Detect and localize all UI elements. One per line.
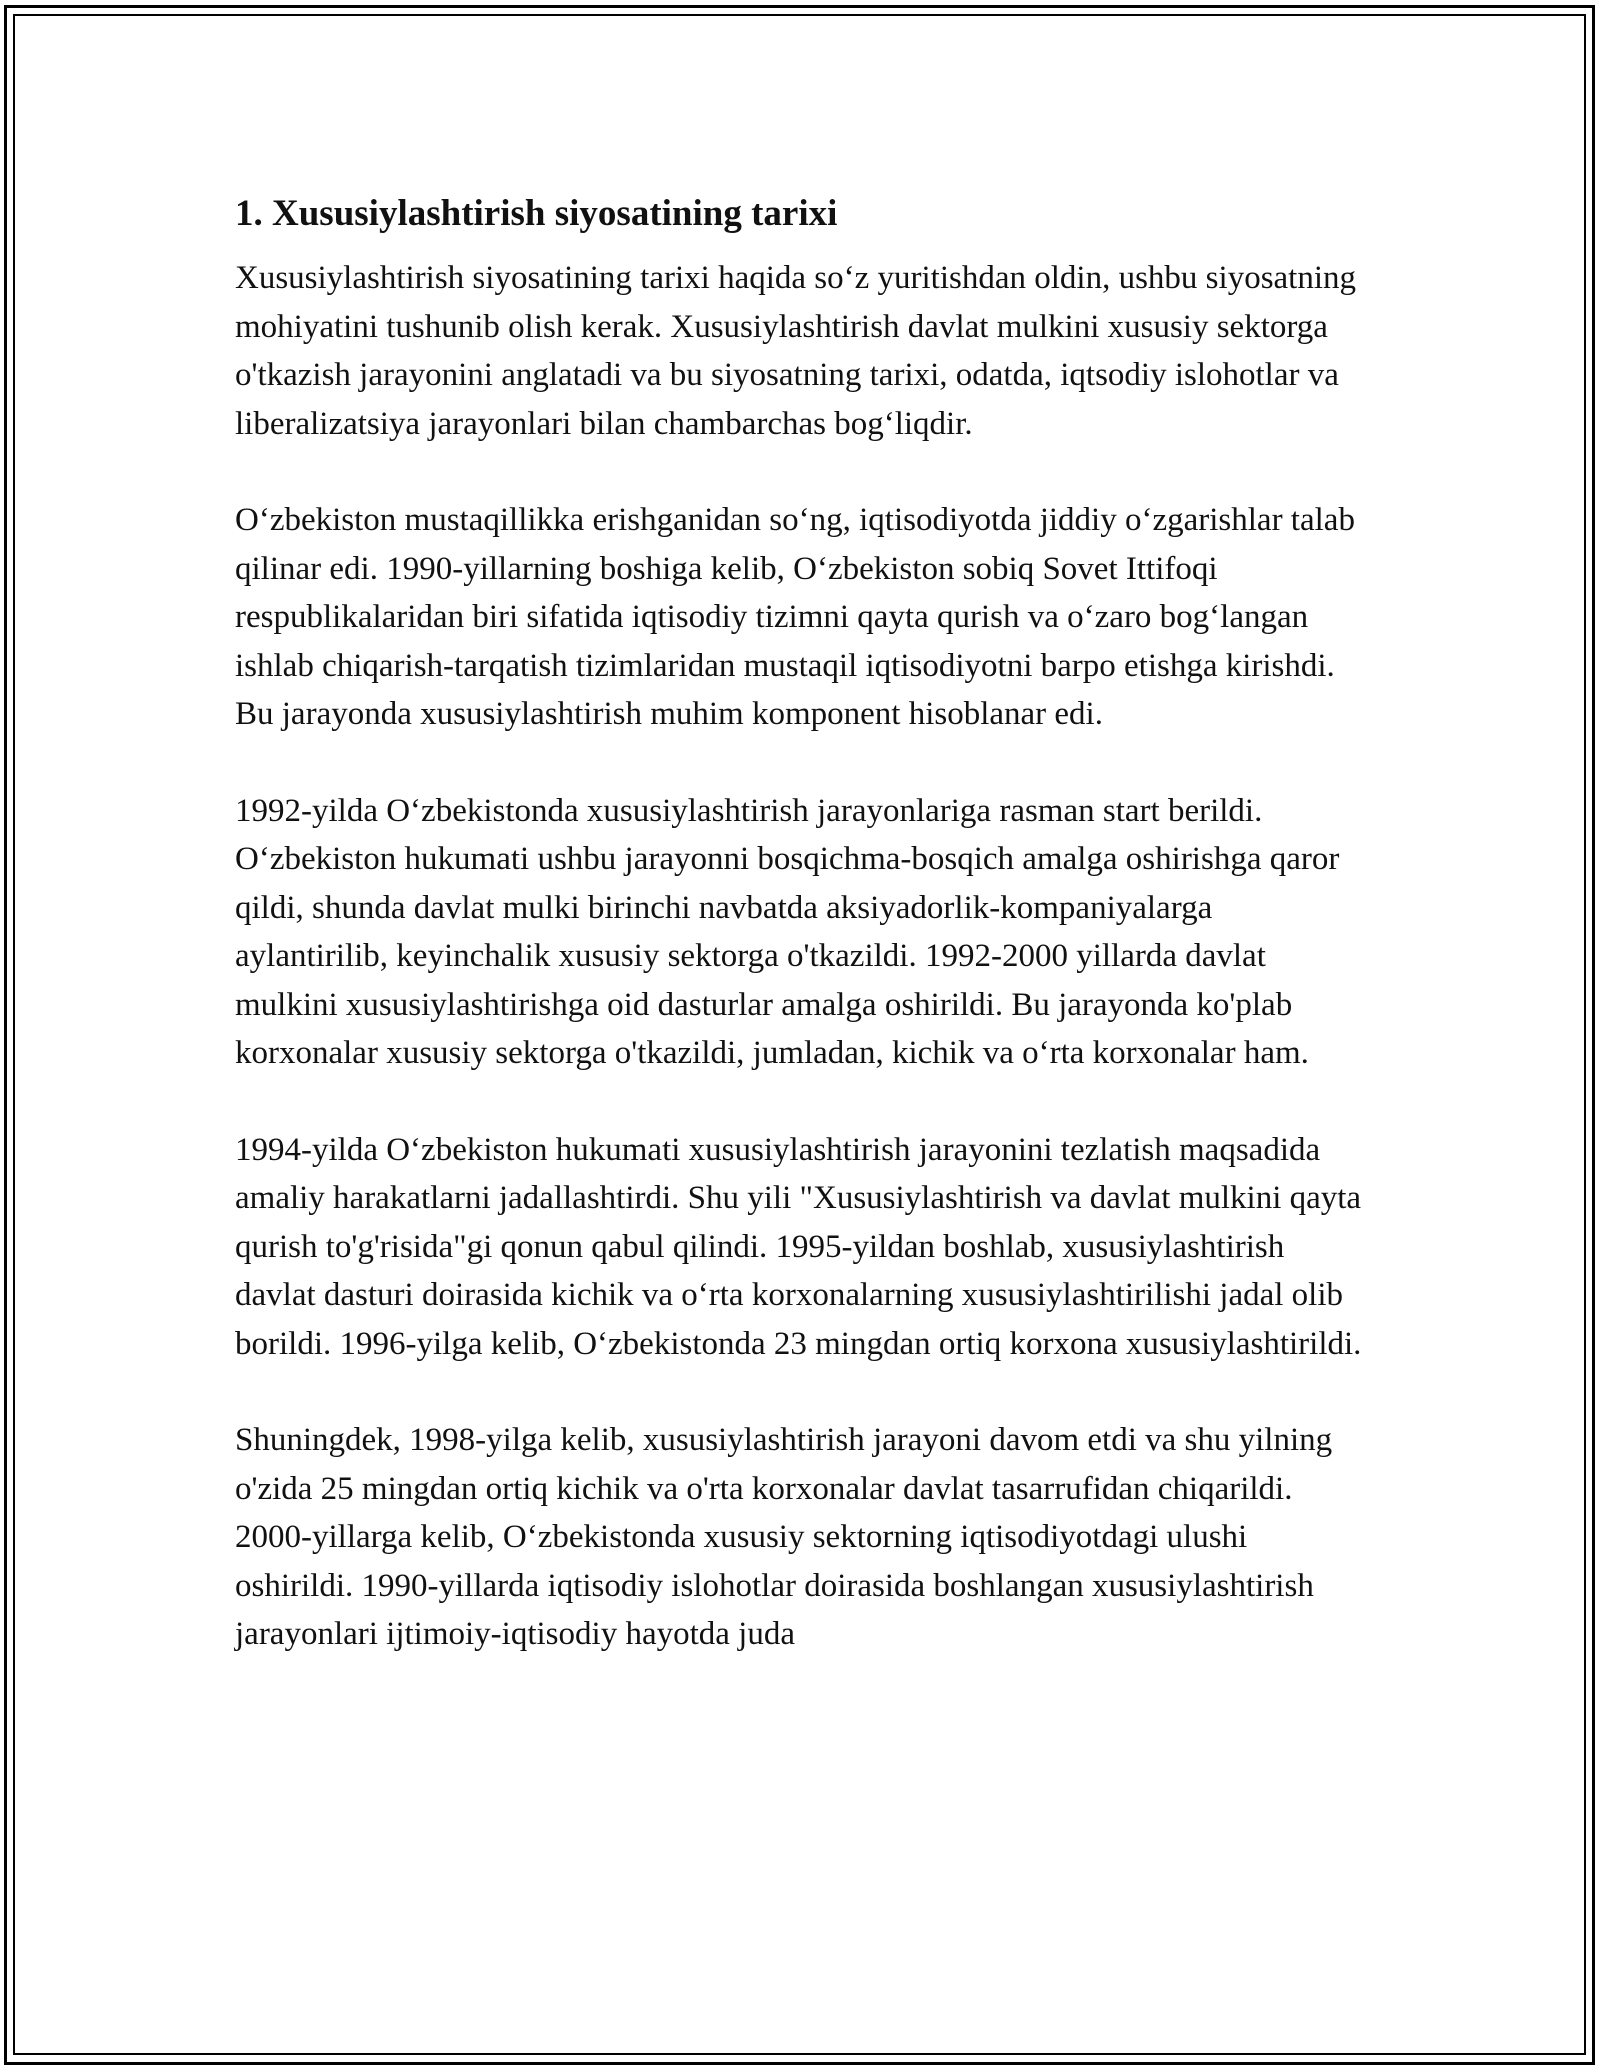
paragraph-5: Shuningdek, 1998-yilga kelib, xususiylashtirish jarayoni davom etdi va shu yilning o'zida 25 mingdan ortiq kichik va o'rta korxonalar davlat tasarrufidan chiqarildi. 2000-yillarga kelib, O‘zbekistonda xususiy sektorning iqtisodiyotdagi ulushi oshirildi. 1990-yillarda iqtisodiy islohotlar doirasida boshlangan xususiylashtirish jarayonlari ijtimoiy-iqtisodiy hayotda juda	[235, 1422, 1333, 1652]
paragraph-2: O‘zbekiston mustaqillikka erishganidan so‘ng, iqtisodiyotda jiddiy o‘zgarishlar talab qilinar edi. 1990-yillarning boshiga kelib, O‘zbekiston sobiq Sovet Ittifoqi respublikalaridan biri sifatida iqtisodiy tizimni qayta qurish va o‘zaro bog‘langan ishlab chiqarish-tarqatish tizimlaridan mustaqil iqtisodiyotni barpo etishga kirishdi. Bu jarayonda xususiylashtirish muhim komponent hisoblanar edi.	[235, 502, 1355, 732]
section-heading: 1. Xususiylashtirish siyosatining tarixi	[235, 193, 838, 234]
paragraph-4: 1994-yilda O‘zbekiston hukumati xususiylashtirish jarayonini tezlatish maqsadida amaliy harakatlarni jadallashtirdi. Shu yili "Xususiylashtirish va davlat mulkini qayta qurish to'g'risida"gi qonun qabul qilindi. 1995-yildan boshlab, xususiylashtirish davlat dasturi doirasida kichik va o‘rta korxonalarning xususiylashtirilishi jadal olib borildi. 1996-yilga kelib, O‘zbekistonda 23 mingdan ortiq korxona xususiylashtirildi.	[235, 1131, 1362, 1362]
paragraph-3: 1992-yilda O‘zbekistonda xususiylashtirish jarayonlariga rasman start berildi. O‘zbekiston hukumati ushbu jarayonni bosqichma-bosqich amalga oshirishga qaror qildi, shunda davlat mulki birinchi navbatda aksiyadorlik-kompaniyalarga aylantirilib, keyinchalik xususiy sektorga o'tkazildi. 1992-2000 yillarda davlat mulkini xususiylashtirishga oid dasturlar amalga oshirildi. Bu jarayonda ko'plab korxonalar xususiy sektorga o'tkazildi, jumladan, kichik va o‘rta korxonalar ham.	[235, 792, 1340, 1071]
paragraph-1: Xususiylashtirish siyosatining tarixi haqida so‘z yuritishdan oldin, ushbu siyosatning mohiyatini tushunib olish kerak. Xususiylashtirish davlat mulkini xususiy sektorga o'tkazish jarayonini anglatadi va bu siyosatning tarixi, odatda, iqtsodiy islohotlar va liberalizatsiya jarayonlari bilan chambarchas bog‘liqdir.	[235, 260, 1357, 442]
document-body	[235, 186, 1370, 1707]
